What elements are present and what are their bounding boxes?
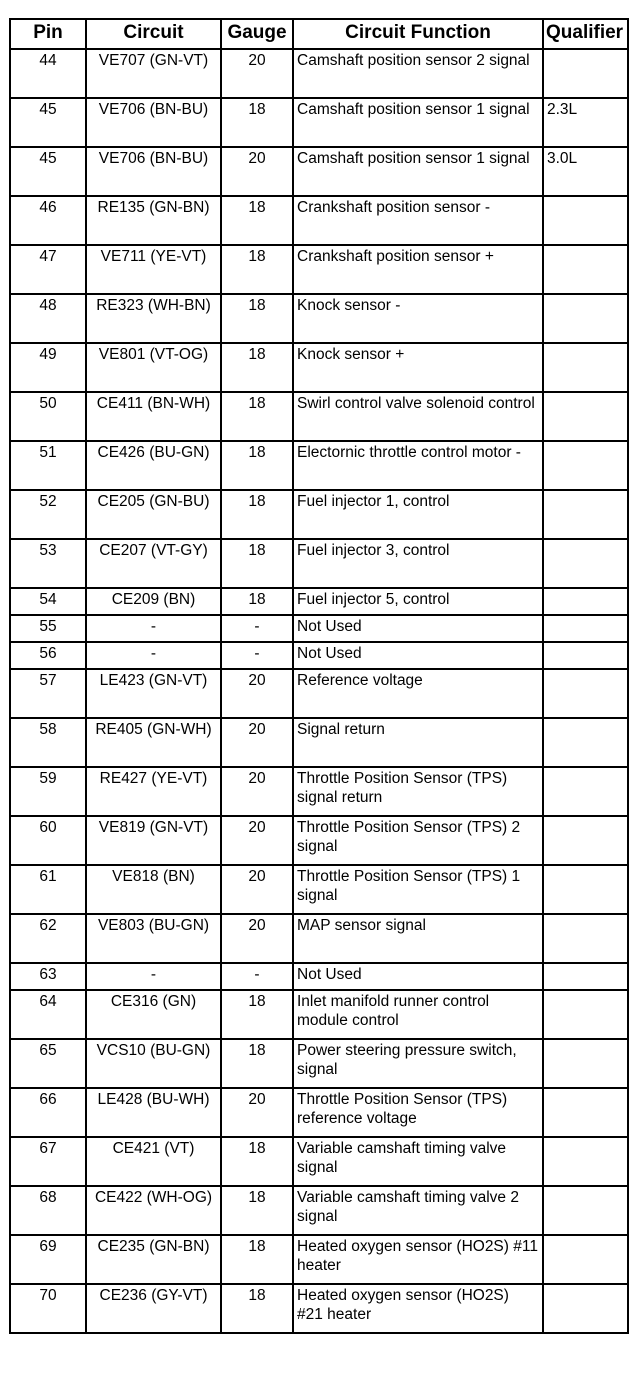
qualifier-cell <box>543 343 628 392</box>
qualifier-cell <box>543 245 628 294</box>
qualifier-cell <box>543 718 628 767</box>
circuit-cell: RE405 (GN-WH) <box>86 718 221 767</box>
pin-cell: 58 <box>10 718 86 767</box>
circuit-cell: CE422 (WH-OG) <box>86 1186 221 1235</box>
pin-cell: 69 <box>10 1235 86 1284</box>
gauge-cell: 20 <box>221 865 293 914</box>
table-row <box>10 865 628 914</box>
pin-cell: 51 <box>10 441 86 490</box>
gauge-cell: 20 <box>221 718 293 767</box>
circuit-cell: RE323 (WH-BN) <box>86 294 221 343</box>
pin-cell: 62 <box>10 914 86 963</box>
table-row <box>10 343 628 392</box>
gauge-cell: 20 <box>221 49 293 98</box>
table-row <box>10 718 628 767</box>
circuit-cell: LE428 (BU-WH) <box>86 1088 221 1137</box>
header-circuit: Circuit <box>86 19 221 49</box>
gauge-cell: 18 <box>221 1186 293 1235</box>
gauge-cell: 18 <box>221 990 293 1039</box>
header-pin: Pin <box>10 19 86 49</box>
qualifier-cell <box>543 1137 628 1186</box>
gauge-cell: 18 <box>221 392 293 441</box>
gauge-cell: 20 <box>221 147 293 196</box>
function-cell: Swirl control valve solenoid control <box>293 392 543 441</box>
gauge-cell: 20 <box>221 669 293 718</box>
circuit-cell: VE707 (GN-VT) <box>86 49 221 98</box>
gauge-cell: 20 <box>221 914 293 963</box>
function-cell: Heated oxygen sensor (HO2S) #11 heater <box>293 1235 543 1284</box>
function-cell: Reference voltage <box>293 669 543 718</box>
gauge-cell: - <box>221 642 293 669</box>
pin-cell: 61 <box>10 865 86 914</box>
gauge-cell: 18 <box>221 294 293 343</box>
gauge-cell: 18 <box>221 343 293 392</box>
circuit-cell: - <box>86 615 221 642</box>
table-row <box>10 1186 628 1235</box>
qualifier-cell <box>543 1088 628 1137</box>
qualifier-cell <box>543 914 628 963</box>
table-row <box>10 441 628 490</box>
pin-cell: 56 <box>10 642 86 669</box>
gauge-cell: 18 <box>221 441 293 490</box>
function-cell: Not Used <box>293 963 543 990</box>
gauge-cell: 18 <box>221 245 293 294</box>
pin-cell: 65 <box>10 1039 86 1088</box>
qualifier-cell: 3.0L <box>543 147 628 196</box>
qualifier-cell <box>543 1186 628 1235</box>
table-row <box>10 990 628 1039</box>
table-row <box>10 963 628 990</box>
pin-cell: 67 <box>10 1137 86 1186</box>
gauge-cell: 20 <box>221 1088 293 1137</box>
table-row <box>10 1137 628 1186</box>
qualifier-cell <box>543 816 628 865</box>
circuit-cell: CE411 (BN-WH) <box>86 392 221 441</box>
pin-cell: 55 <box>10 615 86 642</box>
function-cell: Throttle Position Sensor (TPS) 2 signal <box>293 816 543 865</box>
function-cell: Crankshaft position sensor + <box>293 245 543 294</box>
qualifier-cell <box>543 1284 628 1333</box>
circuit-cell: LE423 (GN-VT) <box>86 669 221 718</box>
circuit-cell: VE818 (BN) <box>86 865 221 914</box>
qualifier-cell <box>543 1235 628 1284</box>
table-row <box>10 767 628 816</box>
table-row <box>10 294 628 343</box>
pin-cell: 47 <box>10 245 86 294</box>
circuit-cell: VE706 (BN-BU) <box>86 147 221 196</box>
gauge-cell: - <box>221 615 293 642</box>
table-row <box>10 49 628 98</box>
pin-cell: 60 <box>10 816 86 865</box>
circuit-cell: VE711 (YE-VT) <box>86 245 221 294</box>
function-cell: Signal return <box>293 718 543 767</box>
pin-cell: 52 <box>10 490 86 539</box>
table-row <box>10 1088 628 1137</box>
function-cell: Fuel injector 3, control <box>293 539 543 588</box>
table-row <box>10 98 628 147</box>
header-qualifier: Qualifier <box>543 19 628 49</box>
circuit-cell: - <box>86 963 221 990</box>
function-cell: Throttle Position Sensor (TPS) reference voltage <box>293 1088 543 1137</box>
circuit-table <box>9 18 629 1334</box>
pin-cell: 70 <box>10 1284 86 1333</box>
table-row <box>10 490 628 539</box>
pin-cell: 66 <box>10 1088 86 1137</box>
qualifier-cell <box>543 767 628 816</box>
table-row <box>10 245 628 294</box>
function-cell: Throttle Position Sensor (TPS) 1 signal <box>293 865 543 914</box>
function-cell: Variable camshaft timing valve signal <box>293 1137 543 1186</box>
gauge-cell: 20 <box>221 816 293 865</box>
table-row <box>10 392 628 441</box>
table-row <box>10 1039 628 1088</box>
gauge-cell: 20 <box>221 767 293 816</box>
qualifier-cell <box>543 990 628 1039</box>
pin-cell: 53 <box>10 539 86 588</box>
circuit-cell: CE236 (GY-VT) <box>86 1284 221 1333</box>
qualifier-cell <box>543 642 628 669</box>
function-cell: Throttle Position Sensor (TPS) signal return <box>293 767 543 816</box>
table-row <box>10 615 628 642</box>
table-row <box>10 539 628 588</box>
function-cell: Camshaft position sensor 2 signal <box>293 49 543 98</box>
function-cell: Fuel injector 5, control <box>293 588 543 615</box>
function-cell: Crankshaft position sensor - <box>293 196 543 245</box>
function-cell: Not Used <box>293 615 543 642</box>
gauge-cell: 18 <box>221 1284 293 1333</box>
gauge-cell: 18 <box>221 490 293 539</box>
function-cell: Knock sensor + <box>293 343 543 392</box>
pin-cell: 59 <box>10 767 86 816</box>
circuit-cell: RE427 (YE-VT) <box>86 767 221 816</box>
pin-cell: 54 <box>10 588 86 615</box>
function-cell: Knock sensor - <box>293 294 543 343</box>
circuit-cell: CE205 (GN-BU) <box>86 490 221 539</box>
qualifier-cell <box>543 294 628 343</box>
function-cell: Not Used <box>293 642 543 669</box>
qualifier-cell <box>543 615 628 642</box>
table-row <box>10 816 628 865</box>
qualifier-cell <box>543 392 628 441</box>
circuit-cell: VE819 (GN-VT) <box>86 816 221 865</box>
table-row <box>10 642 628 669</box>
qualifier-cell <box>543 1039 628 1088</box>
table-header-row <box>10 19 628 49</box>
qualifier-cell <box>543 669 628 718</box>
table-body <box>10 49 628 1333</box>
table-row <box>10 588 628 615</box>
function-cell: Power steering pressure switch, signal <box>293 1039 543 1088</box>
qualifier-cell <box>543 49 628 98</box>
gauge-cell: 18 <box>221 1137 293 1186</box>
circuit-cell: RE135 (GN-BN) <box>86 196 221 245</box>
pin-cell: 48 <box>10 294 86 343</box>
header-circuit-function: Circuit Function <box>293 19 543 49</box>
table-row <box>10 669 628 718</box>
pin-cell: 49 <box>10 343 86 392</box>
qualifier-cell: 2.3L <box>543 98 628 147</box>
function-cell: Fuel injector 1, control <box>293 490 543 539</box>
circuit-cell: CE209 (BN) <box>86 588 221 615</box>
function-cell: Inlet manifold runner control module control <box>293 990 543 1039</box>
table-row <box>10 1235 628 1284</box>
circuit-cell: CE207 (VT-GY) <box>86 539 221 588</box>
qualifier-cell <box>543 441 628 490</box>
function-cell: Electornic throttle control motor - <box>293 441 543 490</box>
circuit-cell: CE421 (VT) <box>86 1137 221 1186</box>
circuit-cell: CE235 (GN-BN) <box>86 1235 221 1284</box>
qualifier-cell <box>543 196 628 245</box>
pin-cell: 57 <box>10 669 86 718</box>
pin-cell: 44 <box>10 49 86 98</box>
gauge-cell: 18 <box>221 539 293 588</box>
table-row <box>10 914 628 963</box>
pin-cell: 46 <box>10 196 86 245</box>
qualifier-cell <box>543 865 628 914</box>
circuit-cell: VCS10 (BU-GN) <box>86 1039 221 1088</box>
circuit-cell: CE426 (BU-GN) <box>86 441 221 490</box>
qualifier-cell <box>543 490 628 539</box>
qualifier-cell <box>543 963 628 990</box>
circuit-cell: VE803 (BU-GN) <box>86 914 221 963</box>
gauge-cell: - <box>221 963 293 990</box>
function-cell: Variable camshaft timing valve 2 signal <box>293 1186 543 1235</box>
gauge-cell: 18 <box>221 588 293 615</box>
pin-cell: 68 <box>10 1186 86 1235</box>
gauge-cell: 18 <box>221 1039 293 1088</box>
gauge-cell: 18 <box>221 196 293 245</box>
function-cell: Heated oxygen sensor (HO2S) #21 heater <box>293 1284 543 1333</box>
pin-cell: 64 <box>10 990 86 1039</box>
gauge-cell: 18 <box>221 1235 293 1284</box>
pin-cell: 50 <box>10 392 86 441</box>
table-row <box>10 196 628 245</box>
table-row <box>10 147 628 196</box>
function-cell: MAP sensor signal <box>293 914 543 963</box>
circuit-cell: VE706 (BN-BU) <box>86 98 221 147</box>
table-row <box>10 1284 628 1333</box>
circuit-cell: - <box>86 642 221 669</box>
circuit-cell: VE801 (VT-OG) <box>86 343 221 392</box>
pin-cell: 45 <box>10 147 86 196</box>
circuit-cell: CE316 (GN) <box>86 990 221 1039</box>
qualifier-cell <box>543 588 628 615</box>
function-cell: Camshaft position sensor 1 signal <box>293 147 543 196</box>
qualifier-cell <box>543 539 628 588</box>
function-cell: Camshaft position sensor 1 signal <box>293 98 543 147</box>
pin-cell: 63 <box>10 963 86 990</box>
header-gauge: Gauge <box>221 19 293 49</box>
pin-cell: 45 <box>10 98 86 147</box>
gauge-cell: 18 <box>221 98 293 147</box>
